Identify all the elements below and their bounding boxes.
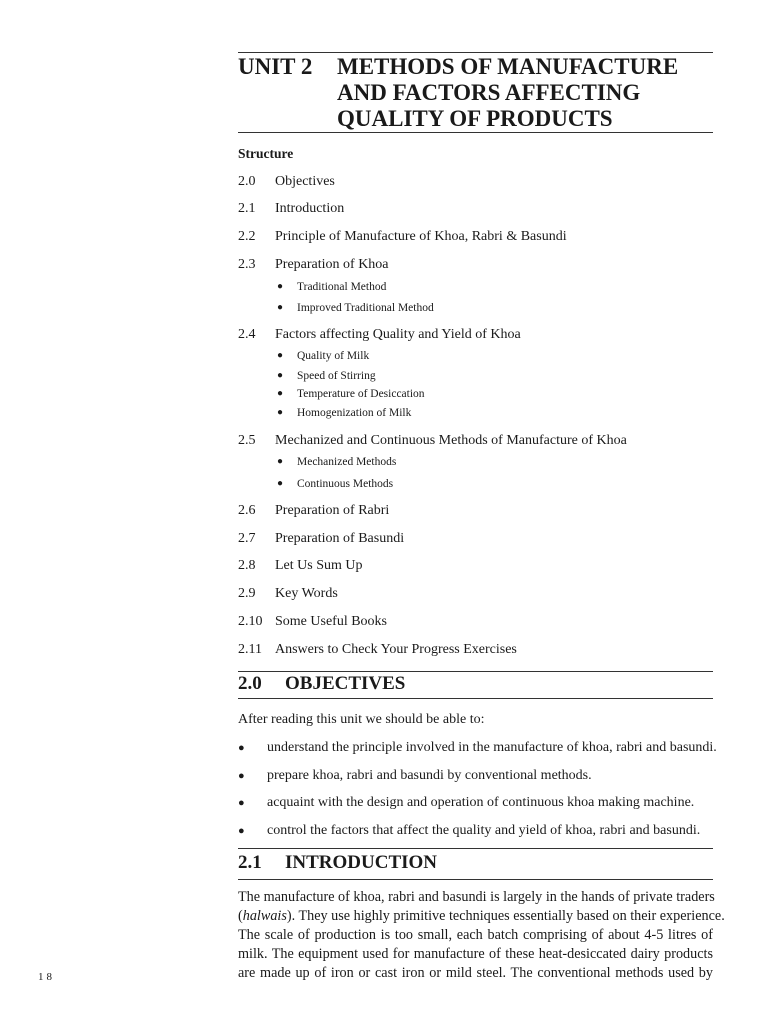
toc-item-number: 2.8 [238,558,256,573]
toc-item-number: 2.6 [238,503,256,518]
toc-subitem-label: Traditional Method [297,281,387,293]
toc-item-number: 2.10 [238,614,263,629]
toc-item-label: Objectives [275,174,335,189]
toc-item-number: 2.5 [238,433,256,448]
paragraph-line: The scale of production is too small, each batch comprising of about 4-5 litres of [238,927,713,943]
toc-item-label: Preparation of Rabri [275,503,390,518]
bullet-icon: ● [277,302,284,313]
paragraph-line: milk. The equipment used for manufacture of these heat-desiccated dairy products [238,946,713,962]
page-number: 18 [38,971,55,983]
objective-text: acquaint with the design and operation of continuous khoa making machine. [267,795,695,810]
toc-item-number: 2.0 [238,174,256,189]
title-bottom-rule [238,132,713,133]
toc-item-number: 2.3 [238,257,256,272]
unit-title-line-1: METHODS OF MANUFACTURE [337,54,679,79]
bullet-icon: ● [277,370,284,381]
toc-item-label: Some Useful Books [275,614,387,629]
introduction-top-rule [238,848,713,849]
objective-text: control the factors that affect the quality and yield of khoa, rabri and basundi. [267,823,701,838]
toc-item-number: 2.7 [238,531,256,546]
objectives-heading: OBJECTIVES [285,673,406,694]
toc-item-number: 2.1 [238,201,256,216]
objectives-top-rule [238,671,713,672]
unit-title-line-3: QUALITY OF PRODUCTS [337,106,613,131]
toc-subitem-label: Homogenization of Milk [297,407,412,419]
bullet-icon: ● [277,407,284,418]
toc-subitem-label: Temperature of Desiccation [297,388,425,400]
toc-item-label: Introduction [275,201,345,216]
toc-subitem-label: Mechanized Methods [297,456,397,468]
bullet-icon: ● [277,456,284,467]
top-rule [238,52,713,53]
bullet-icon: ● [238,825,245,837]
structure-heading: Structure [238,146,294,161]
objective-text: prepare khoa, rabri and basundi by conventional methods. [267,768,592,783]
toc-item-label: Key Words [275,586,338,601]
italic-term: halwais [242,908,287,924]
toc-item-number: 2.2 [238,229,256,244]
objectives-bottom-rule [238,698,713,699]
bullet-icon: ● [277,388,284,399]
toc-subitem-label: Improved Traditional Method [297,302,434,314]
paragraph-line: The manufacture of khoa, rabri and basundi is largely in the hands of private traders [238,889,715,905]
toc-item-label: Preparation of Basundi [275,531,405,546]
bullet-icon: ● [277,478,284,489]
toc-item-label: Mechanized and Continuous Methods of Manufacture of Khoa [275,433,627,448]
bullet-icon: ● [277,281,284,292]
toc-subitem-label: Speed of Stirring [297,370,376,382]
bullet-icon: ● [238,797,245,809]
introduction-paragraph [238,888,725,983]
bullet-icon: ● [277,350,284,361]
objective-text: understand the principle involved in the manufacture of khoa, rabri and basundi. [267,740,717,755]
toc-item-label: Let Us Sum Up [275,558,363,573]
objectives-intro: After reading this unit we should be able to: [238,712,485,727]
paragraph-line: are made up of iron or cast iron or mild steel. The conventional methods used by [238,965,713,981]
toc-subitem-label: Quality of Milk [297,350,370,362]
introduction-number: 2.1 [238,852,262,873]
unit-label: UNIT 2 [238,54,313,79]
toc-item-label: Factors affecting Quality and Yield of Khoa [275,327,521,342]
toc-item-number: 2.4 [238,327,256,342]
unit-title-line-2: AND FACTORS AFFECTING [337,80,641,105]
introduction-bottom-rule [238,879,713,880]
toc-item-label: Answers to Check Your Progress Exercises [275,642,517,657]
toc-item-label: Principle of Manufacture of Khoa, Rabri & Basundi [275,229,567,244]
introduction-heading: INTRODUCTION [285,852,438,873]
bullet-icon: ● [238,742,245,754]
bullet-icon: ● [238,770,245,782]
objectives-number: 2.0 [238,673,262,694]
toc-item-label: Preparation of Khoa [275,257,389,272]
toc-item-number: 2.11 [238,642,262,657]
paragraph-line: (halwais). They use highly primitive techniques essentially based on their experience. [238,908,725,924]
toc-subitem-label: Continuous Methods [297,478,394,490]
toc-item-number: 2.9 [238,586,256,601]
